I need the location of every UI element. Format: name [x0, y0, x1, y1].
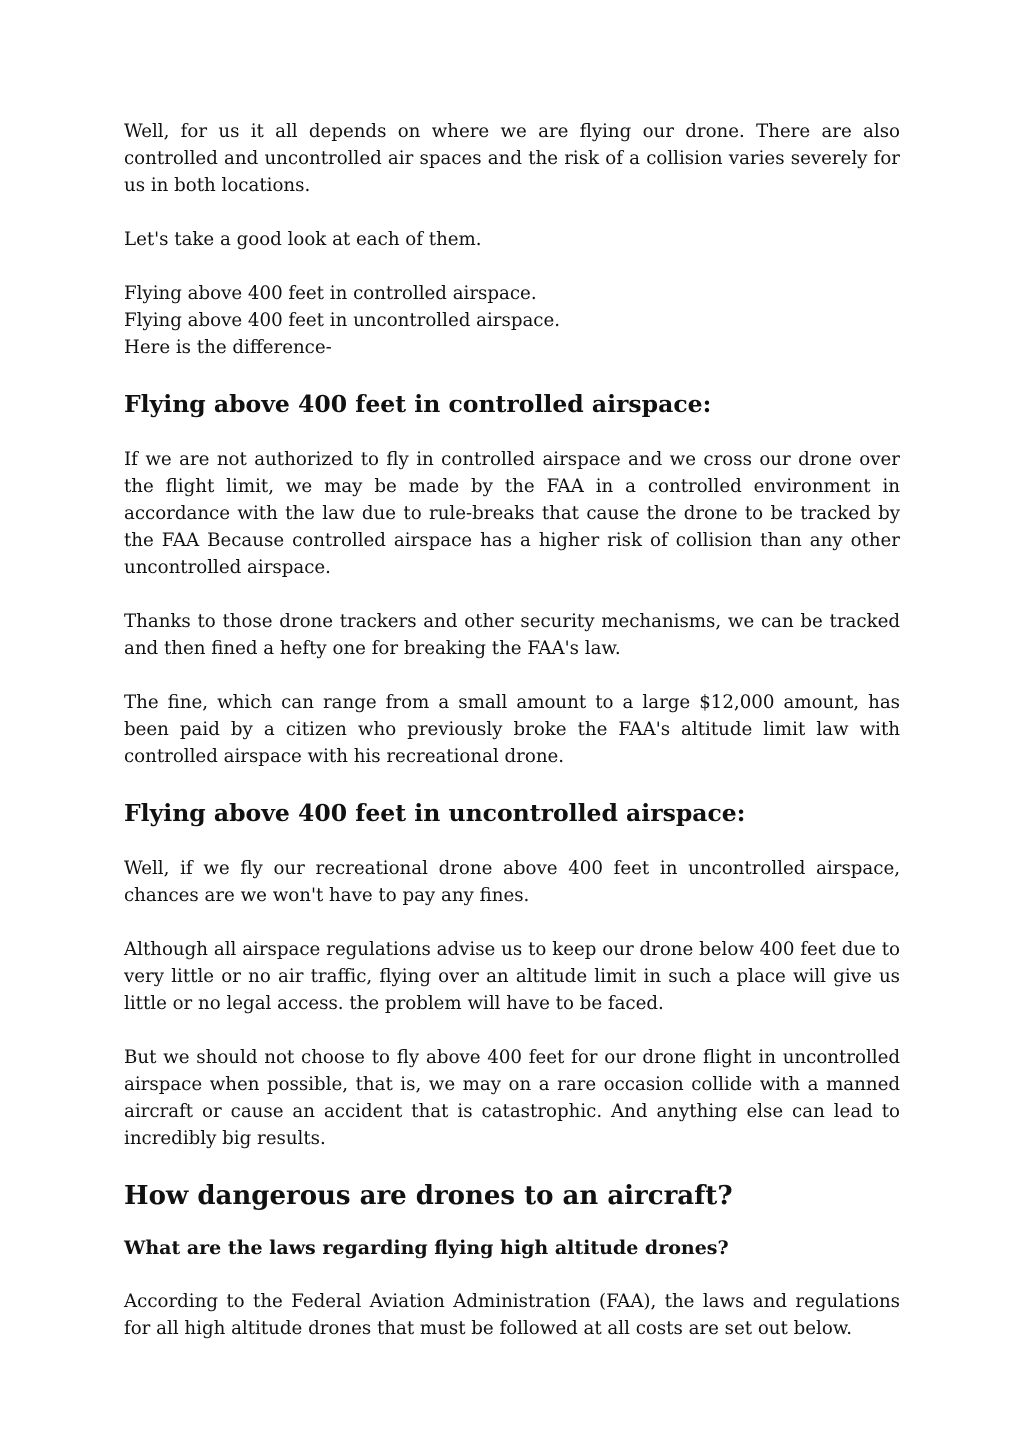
uncontrolled-paragraph-2: Although all airspace regulations advise us to keep our drone below 400 feet due to very little or no air traffic, flying over an altitude limit in such a place will give us little or no legal access. the problem will have to be faced.: [124, 939, 900, 1014]
altitude-laws-subheading: What are the laws regarding flying high altitude drones?: [124, 1237, 729, 1259]
intro-lead-paragraph: Let's take a good look at each of them.: [124, 229, 482, 250]
controlled-paragraph-2: Thanks to those drone trackers and other security mechanisms, we can be tracked and then fined a hefty one for breaking the FAA's law.: [124, 611, 900, 659]
controlled-airspace-heading: Flying above 400 feet in controlled airspace:: [124, 390, 712, 418]
intro-list-item: Flying above 400 feet in controlled airspace.: [124, 283, 537, 304]
intro-list-item: Here is the difference-: [124, 337, 332, 358]
controlled-paragraph-1: If we are not authorized to fly in controlled airspace and we cross our drone over the flight limit, we may be made by the FAA in a controlled environment in accordance with the law due to rule-breaks that cause the drone to be tracked by the FAA Because controlled airspace has a higher risk of collision than any other uncontrolled airspace.: [124, 449, 900, 578]
intro-list: [124, 280, 900, 361]
controlled-paragraph-3: The fine, which can range from a small amount to a large $12,000 amount, has been paid by a citizen who previously broke the FAA's altitude limit law with controlled airspace with his recreational drone.: [124, 692, 900, 767]
uncontrolled-paragraph-3: But we should not choose to fly above 400 feet for our drone flight in uncontrolled airspace when possible, that is, we may on a rare occasion collide with a manned aircraft or cause an accident that is catastrophic. And anything else can lead to incredibly big results.: [124, 1047, 900, 1149]
document-page: [124, 118, 900, 1342]
intro-paragraph: Well, for us it all depends on where we are flying our drone. There are also controlled and uncontrolled air spaces and the risk of a collision varies severely for us in both locations.: [124, 121, 900, 196]
drone-danger-heading: How dangerous are drones to an aircraft?: [124, 1181, 733, 1211]
uncontrolled-airspace-heading: Flying above 400 feet in uncontrolled airspace:: [124, 799, 746, 827]
intro-list-item: Flying above 400 feet in uncontrolled airspace.: [124, 310, 561, 331]
uncontrolled-paragraph-1: Well, if we fly our recreational drone above 400 feet in uncontrolled airspace, chances are we won't have to pay any fines.: [124, 858, 900, 906]
faa-regulations-paragraph: According to the Federal Aviation Administration (FAA), the laws and regulations for all high altitude drones that must be followed at all costs are set out below.: [124, 1291, 900, 1339]
